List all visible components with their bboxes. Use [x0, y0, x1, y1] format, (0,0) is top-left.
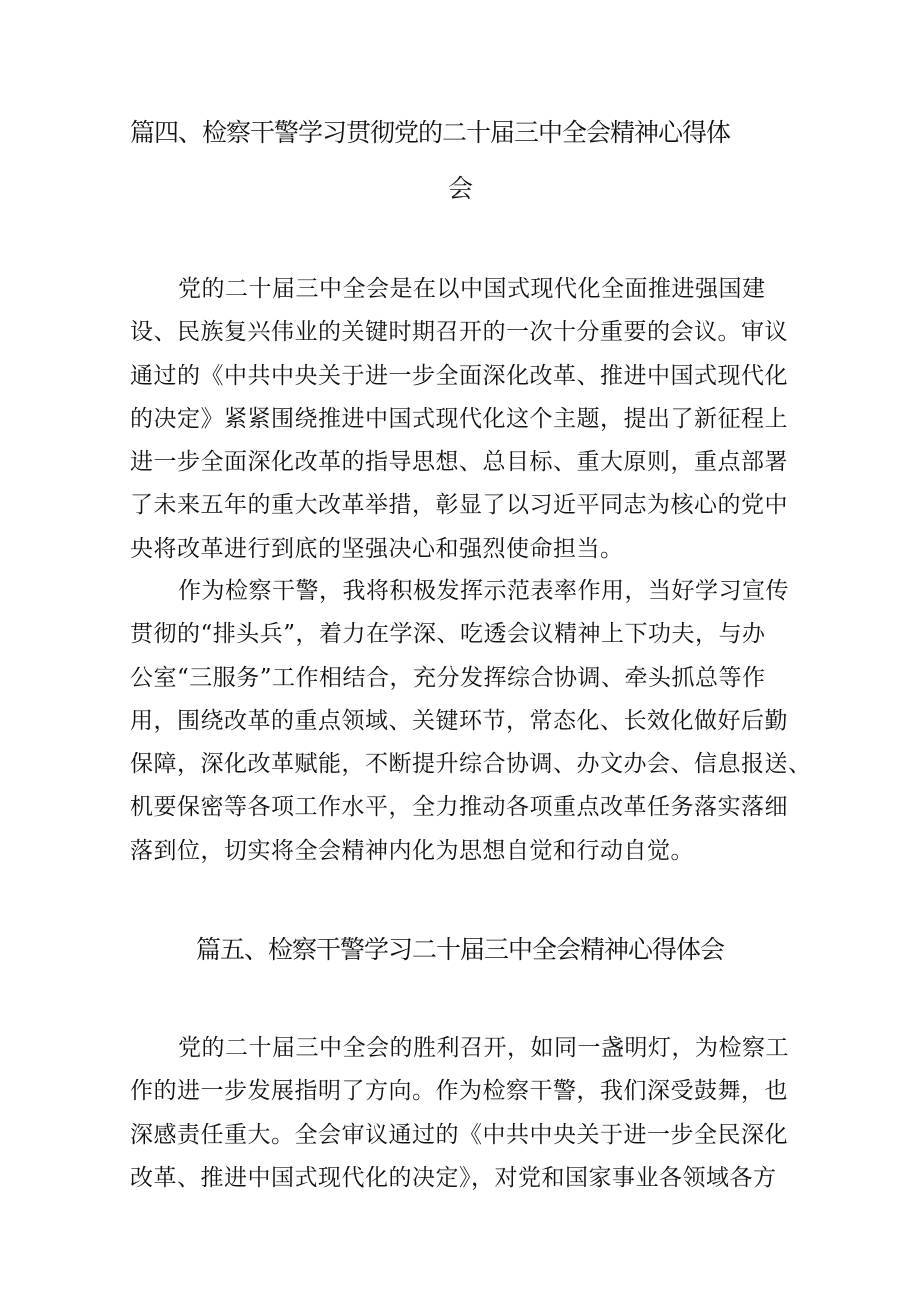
paragraph-line: 公室“三服务”工作相结合，充分发挥综合协调、牵头抓总等作	[130, 664, 766, 691]
paragraph-line: 央将改革进行到底的坚强决心和强烈使命担当。	[130, 535, 624, 562]
paragraph-line: 了未来五年的重大改革举措，彰显了以习近平同志为核心的党中	[130, 492, 788, 519]
section-4-paragraph-2	[130, 570, 812, 873]
paragraph-line: 机要保密等各项工作水平，全力推动各项重点改革任务落实落细	[130, 794, 788, 821]
paragraph-line: 党的二十届三中全会的胜利召开，如同一盏明灯，为检察工	[178, 1035, 789, 1061]
paragraph-line: 通过的《中共中央关于进一步全面深化改革、推进中国式现代化	[130, 362, 788, 389]
paragraph-line: 作为检察干警，我将积极发挥示范表率作用，当好学习宣传	[178, 578, 789, 604]
paragraph-line: 的决定》紧紧围绕推进中国式现代化这个主题，提出了新征程上	[130, 405, 788, 432]
paragraph-line: 作的进一步发展指明了方向。作为检察干警，我们深受鼓舞，也	[130, 1078, 788, 1105]
section-5-title-line-1: 篇五、检察干警学习二十届三中全会精神心得体会	[195, 935, 724, 964]
section-4-title-line-1: 篇四、检察干警学习贯彻党的二十届三中全会精神心得体	[130, 118, 731, 147]
paragraph-line: 贯彻的“排头兵”，着力在学深、吃透会议精神上下功夫，与办	[130, 621, 766, 648]
paragraph-line: 改革、推进中国式现代化的决定》，对党和国家事业各领域各方	[130, 1164, 777, 1191]
section-4-paragraph-1	[130, 268, 800, 571]
paragraph-line: 进一步全面深化改革的指导思想、总目标、重大原则，重点部署	[130, 449, 788, 476]
section-4-title-line-2: 会	[447, 174, 472, 203]
section-5-title	[130, 922, 790, 978]
paragraph-line: 保障，深化改革赋能，不断提升综合协调、办文办会、信息报送、	[130, 751, 812, 778]
section-5-paragraph-1	[130, 1027, 800, 1200]
section-4-title	[130, 105, 790, 217]
paragraph-line: 党的二十届三中全会是在以中国式现代化全面推进强国建	[178, 276, 766, 302]
paragraph-line: 设、民族复兴伟业的关键时期召开的一次十分重要的会议。审议	[130, 319, 788, 346]
paragraph-line: 深感责任重大。全会审议通过的《中共中央关于进一步全民深化	[130, 1121, 788, 1148]
paragraph-line: 用，围绕改革的重点领域、关键环节，常态化、长效化做好后勤	[130, 707, 788, 734]
paragraph-line: 落到位，切实将全会精神内化为思想自觉和行动自觉。	[130, 837, 694, 864]
